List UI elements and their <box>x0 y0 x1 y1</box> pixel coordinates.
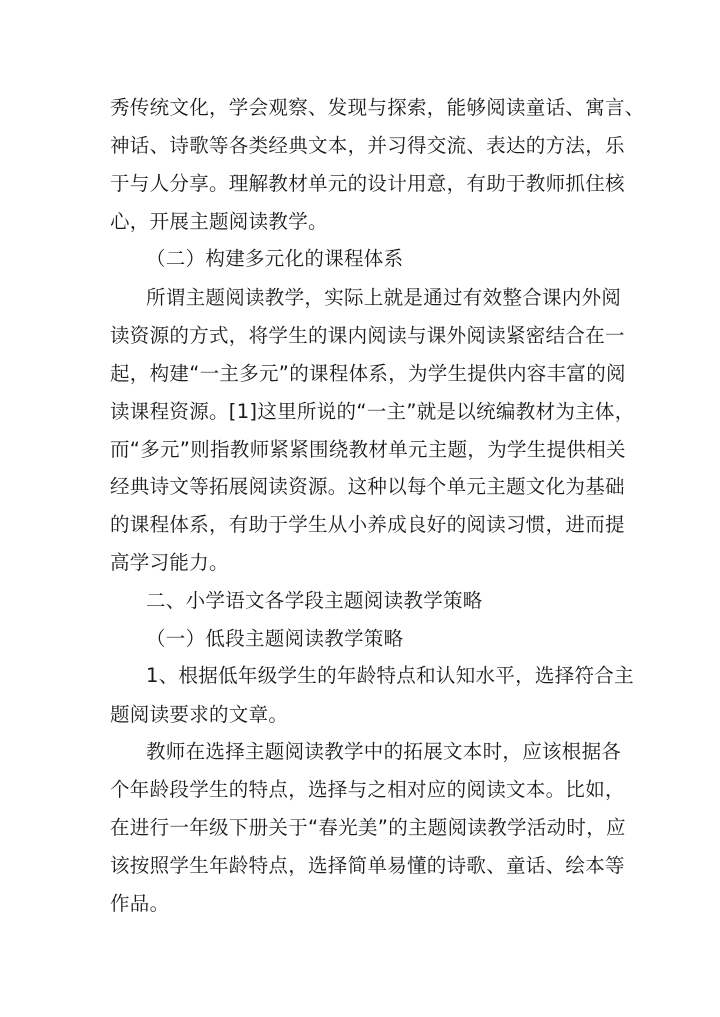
paragraph-line: 秀传统文化，学会观察、发现与探索，能够阅读童话、寓言、 <box>110 96 645 119</box>
section-heading: 二、小学语文各学段主题阅读教学策略 <box>146 589 483 612</box>
paragraph-line: 起，构建“一主多元”的课程体系，为学生提供内容丰富的阅 <box>110 362 626 385</box>
paragraph-line: 教师在选择主题阅读教学中的拓展文本时，应该根据各 <box>146 740 622 763</box>
paragraph-line: 该按照学生年龄特点，选择简单易懂的诗歌、童话、绘本等 <box>110 854 625 877</box>
paragraph-line: 的课程体系，有助于学生从小养成良好的阅读习惯，进而提 <box>110 513 625 536</box>
paragraph-line: 题阅读要求的文章。 <box>110 703 289 726</box>
paragraph-line: 经典诗文等拓展阅读资源。这种以每个单元主题文化为基础 <box>110 475 625 498</box>
subsection-heading: （一）低段主题阅读教学策略 <box>146 627 404 650</box>
paragraph-line: 1、根据低年级学生的年龄特点和认知水平，选择符合主 <box>146 664 634 687</box>
paragraph-line: 读课程资源。[1]这里所说的“一主”就是以统编教材为主体， <box>110 400 635 423</box>
paragraph-line: 个年龄段学生的特点，选择与之相对应的阅读文本。比如， <box>110 778 625 801</box>
paragraph-line: 高学习能力。 <box>110 551 229 574</box>
paragraph-line: 神话、诗歌等各类经典文本，并习得交流、表达的方法，乐 <box>110 134 625 157</box>
paragraph-line: 心，开展主题阅读教学。 <box>110 210 328 233</box>
paragraph-line: 所谓主题阅读教学，实际上就是通过有效整合课内外阅 <box>146 286 622 309</box>
paragraph-line: 读资源的方式，将学生的课内阅读与课外阅读紧密结合在一 <box>110 324 625 347</box>
paragraph-line: 于与人分享。理解教材单元的设计用意，有助于教师抓住核 <box>110 172 625 195</box>
paragraph-line: 在进行一年级下册关于“春光美”的主题阅读教学活动时，应 <box>110 816 626 839</box>
paragraph-line: 作品。 <box>110 892 170 915</box>
paragraph-line: 而“多元”则指教师紧紧围绕教材单元主题，为学生提供相关 <box>110 438 626 461</box>
section-heading: （二）构建多元化的课程体系 <box>146 247 404 270</box>
